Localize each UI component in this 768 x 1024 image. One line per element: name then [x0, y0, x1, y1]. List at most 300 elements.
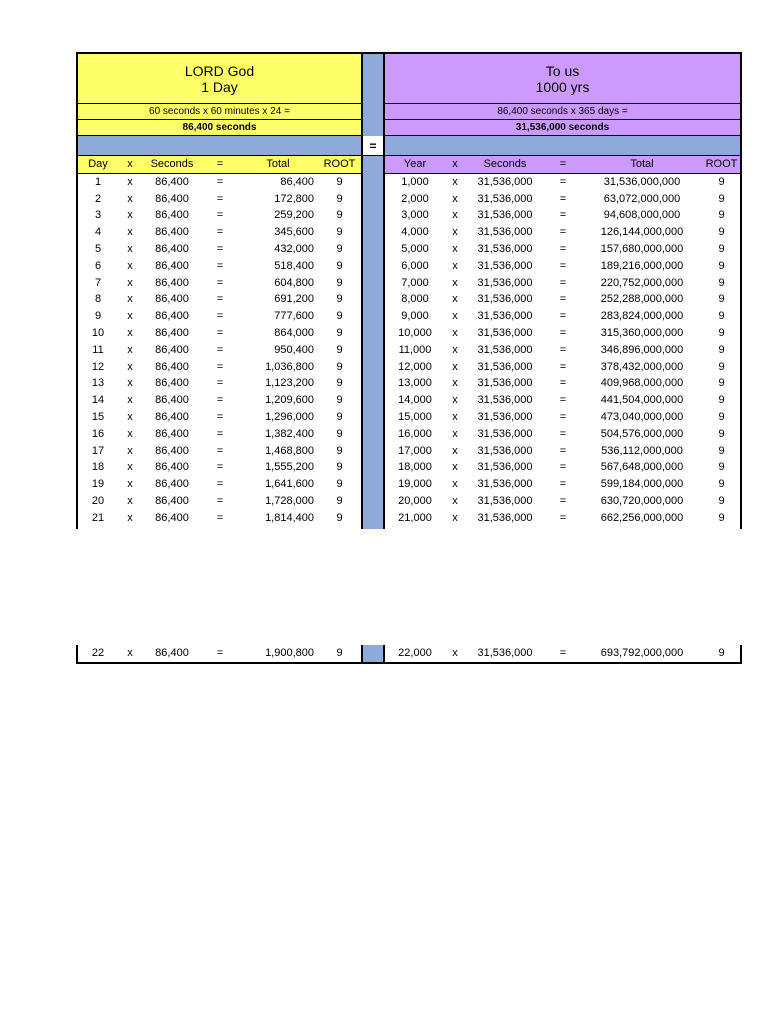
cell-total: 189,216,000,000 [600, 259, 684, 272]
cell-equals: = [559, 293, 567, 306]
right-title-line2: 1000 yrs [535, 78, 590, 95]
cell-total: 1,209,600 [265, 394, 314, 407]
cell-index: 8,000 [401, 293, 429, 306]
cell-total: 345,600 [274, 226, 314, 239]
cell-equals: = [216, 444, 224, 457]
cell-index: 6,000 [401, 259, 429, 272]
cell-equals: = [559, 478, 567, 491]
left-title-line1: LORD God [184, 62, 255, 79]
cell-index: 11,000 [398, 343, 432, 356]
table-row [385, 459, 740, 476]
cell-times: x [127, 242, 133, 255]
cell-index: 7 [94, 276, 102, 289]
cell-root: 9 [336, 461, 343, 474]
cell-seconds: 31,536,000 [477, 209, 533, 222]
cell-root: 9 [718, 343, 725, 356]
header-index: Day [78, 156, 118, 173]
cell-equals: = [559, 410, 567, 423]
cell-index: 20,000 [398, 494, 432, 507]
cell-root: 9 [718, 394, 725, 407]
cell-total: 1,814,400 [265, 511, 314, 524]
cell-total: 157,680,000,000 [600, 242, 684, 255]
table-row [385, 207, 740, 224]
cell-index: 16 [91, 427, 105, 440]
cell-index: 12,000 [398, 360, 432, 373]
equals-sign: = [369, 138, 377, 153]
table-row [78, 325, 361, 342]
table-row [385, 493, 740, 510]
cell-seconds: 86,400 [155, 326, 189, 339]
cell-times: x [452, 276, 458, 289]
header-total: Total [238, 156, 318, 173]
cell-root: 9 [336, 377, 343, 390]
cell-root: 9 [336, 410, 343, 423]
cell-times: x [127, 461, 133, 474]
table-row [385, 443, 740, 460]
cell-seconds: 31,536,000 [477, 360, 533, 373]
cell-root: 9 [336, 343, 343, 356]
cell-equals: = [559, 226, 567, 239]
cell-total: 691,200 [274, 293, 314, 306]
cell-times: x [452, 394, 458, 407]
middle-divider-column [361, 156, 385, 529]
cell-index: 7,000 [401, 276, 429, 289]
left-table [78, 156, 361, 527]
header-total: Total [581, 156, 703, 173]
cell-equals: = [216, 461, 224, 474]
cell-root: 9 [718, 461, 725, 474]
cell-root: 9 [718, 226, 725, 239]
left-formula-cell [76, 104, 361, 120]
table-row [385, 359, 740, 376]
cell-equals: = [216, 377, 224, 390]
cell-root: 9 [336, 226, 343, 239]
cell-seconds: 86,400 [155, 209, 189, 222]
left-last-table [78, 645, 361, 662]
cell-equals: = [216, 410, 224, 423]
cell-root: 9 [336, 478, 343, 491]
cell-root: 9 [718, 192, 725, 205]
cell-times: x [127, 226, 133, 239]
cell-index: 2,000 [401, 192, 429, 205]
right-formula: 86,400 seconds x 365 days = [497, 106, 628, 117]
cell-seconds: 31,536,000 [477, 494, 533, 507]
cell-root: 9 [718, 259, 725, 272]
cell-index: 4 [94, 226, 102, 239]
cell-root: 9 [336, 209, 343, 222]
cell-total: 473,040,000,000 [600, 410, 684, 423]
cell-total: 1,036,800 [265, 360, 314, 373]
cell-equals: = [559, 259, 567, 272]
cell-index: 8 [94, 293, 102, 306]
cell-root: 9 [336, 647, 343, 659]
cell-total: 172,800 [274, 192, 314, 205]
cell-root: 9 [336, 394, 343, 407]
cell-equals: = [216, 343, 224, 356]
cell-seconds: 31,536,000 [477, 343, 533, 356]
cell-index: 3,000 [401, 209, 429, 222]
cell-total: 1,382,400 [265, 427, 314, 440]
right-result: 31,536,000 seconds [515, 122, 610, 133]
table-row [385, 191, 740, 208]
cell-seconds: 86,400 [155, 410, 189, 423]
cell-seconds: 86,400 [155, 192, 189, 205]
cell-times: x [127, 478, 133, 491]
cell-seconds: 86,400 [155, 647, 189, 659]
table-row [385, 275, 740, 292]
cell-index: 18,000 [398, 461, 432, 474]
cell-index: 15 [91, 410, 105, 423]
cell-times: x [452, 209, 458, 222]
right-header-row [385, 156, 740, 173]
cell-seconds: 86,400 [155, 444, 189, 457]
cell-equals: = [216, 209, 224, 222]
table-row [78, 392, 361, 409]
cell-equals: = [559, 444, 567, 457]
cell-times: x [127, 511, 133, 524]
cell-seconds: 86,400 [155, 242, 189, 255]
cell-equals: = [559, 326, 567, 339]
cell-seconds: 31,536,000 [477, 444, 533, 457]
table-row [78, 308, 361, 325]
cell-index: 19,000 [398, 478, 432, 491]
cell-total: 693,792,000,000 [600, 647, 684, 659]
cell-index: 21 [91, 511, 105, 524]
table-row [385, 224, 740, 241]
cell-times: x [452, 427, 458, 440]
header-times: x [118, 156, 142, 173]
cell-index: 11 [92, 343, 104, 356]
cell-times: x [127, 494, 133, 507]
cell-equals: = [559, 242, 567, 255]
cell-times: x [127, 175, 133, 188]
cell-times: x [127, 209, 133, 222]
cell-equals: = [216, 276, 224, 289]
cell-root: 9 [336, 360, 343, 373]
cell-index: 5 [94, 242, 102, 255]
cell-times: x [127, 647, 133, 659]
header-seconds: Seconds [142, 156, 202, 173]
cell-root: 9 [336, 293, 343, 306]
table-row [78, 510, 361, 527]
cell-equals: = [216, 427, 224, 440]
cell-equals: = [216, 511, 224, 524]
cell-index: 10 [91, 326, 105, 339]
left-formula: 60 seconds x 60 minutes x 24 = [149, 106, 290, 117]
cell-total: 777,600 [274, 310, 314, 323]
cell-index: 6 [94, 259, 102, 272]
cell-total: 1,555,200 [265, 461, 314, 474]
cell-total: 1,641,600 [265, 478, 314, 491]
cell-equals: = [216, 394, 224, 407]
cell-index: 16,000 [398, 427, 432, 440]
cell-times: x [127, 276, 133, 289]
cell-equals: = [216, 647, 224, 659]
cell-times: x [452, 511, 458, 524]
table-row [385, 342, 740, 359]
table-row [78, 359, 361, 376]
cell-seconds: 31,536,000 [477, 226, 533, 239]
cell-seconds: 31,536,000 [477, 647, 533, 659]
cell-total: 378,432,000,000 [600, 360, 684, 373]
cell-total: 94,608,000,000 [603, 209, 681, 222]
cell-times: x [127, 192, 133, 205]
cell-root: 9 [718, 242, 725, 255]
cell-total: 1,123,200 [265, 377, 314, 390]
cell-seconds: 86,400 [155, 394, 189, 407]
middle-last-row [361, 645, 385, 664]
left-header-row [78, 156, 361, 173]
cell-total: 432,000 [274, 242, 314, 255]
cell-equals: = [216, 310, 224, 323]
cell-equals: = [216, 293, 224, 306]
cell-equals: = [559, 461, 567, 474]
cell-seconds: 31,536,000 [477, 175, 533, 188]
table-row [78, 342, 361, 359]
cell-root: 9 [336, 427, 343, 440]
cell-total: 315,360,000,000 [600, 326, 684, 339]
table-row [385, 392, 740, 409]
cell-seconds: 31,536,000 [477, 259, 533, 272]
cell-times: x [452, 326, 458, 339]
cell-times: x [452, 293, 458, 306]
cell-total: 630,720,000,000 [600, 494, 684, 507]
cell-total: 1,900,800 [265, 647, 314, 659]
cell-equals: = [216, 192, 224, 205]
cell-root: 9 [718, 360, 725, 373]
table-row [78, 375, 361, 392]
cell-root: 9 [718, 209, 725, 222]
cell-times: x [452, 310, 458, 323]
table-row [385, 308, 740, 325]
cell-times: x [452, 343, 458, 356]
cell-total: 126,144,000,000 [600, 226, 684, 239]
cell-seconds: 31,536,000 [477, 276, 533, 289]
cell-equals: = [559, 209, 567, 222]
cell-seconds: 86,400 [155, 427, 189, 440]
header-root: ROOT [318, 156, 361, 173]
cell-equals: = [559, 175, 567, 188]
cell-times: x [452, 259, 458, 272]
table-row [78, 275, 361, 292]
cell-root: 9 [718, 647, 725, 659]
cell-total: 1,296,000 [265, 410, 314, 423]
middle-divider-top [361, 52, 385, 136]
cell-index: 17,000 [398, 444, 432, 457]
right-title-cell [385, 52, 742, 104]
cell-equals: = [559, 343, 567, 356]
cell-times: x [452, 478, 458, 491]
cell-root: 9 [718, 410, 725, 423]
cell-root: 9 [336, 276, 343, 289]
cell-root: 9 [336, 242, 343, 255]
table-row [78, 426, 361, 443]
cell-times: x [127, 310, 133, 323]
cell-seconds: 86,400 [155, 494, 189, 507]
cell-index: 9 [94, 310, 102, 323]
cell-times: x [127, 293, 133, 306]
left-blue-band [76, 136, 361, 156]
cell-index: 10,000 [398, 326, 432, 339]
table-row [78, 645, 361, 662]
table-row [385, 173, 740, 190]
cell-index: 19 [91, 478, 105, 491]
cell-seconds: 86,400 [155, 226, 189, 239]
cell-seconds: 86,400 [155, 259, 189, 272]
cell-index: 13 [91, 377, 105, 390]
cell-times: x [127, 377, 133, 390]
cell-times: x [127, 259, 133, 272]
table-row [385, 510, 740, 527]
cell-equals: = [216, 326, 224, 339]
cell-times: x [452, 226, 458, 239]
cell-total: 409,968,000,000 [600, 377, 684, 390]
cell-times: x [127, 444, 133, 457]
cell-seconds: 86,400 [155, 511, 189, 524]
cell-seconds: 86,400 [155, 310, 189, 323]
cell-total: 259,200 [274, 209, 314, 222]
cell-times: x [452, 377, 458, 390]
cell-seconds: 31,536,000 [477, 192, 533, 205]
cell-seconds: 86,400 [155, 293, 189, 306]
cell-equals: = [559, 360, 567, 373]
cell-root: 9 [718, 326, 725, 339]
cell-total: 220,752,000,000 [600, 276, 684, 289]
cell-total: 346,896,000,000 [600, 343, 684, 356]
cell-seconds: 86,400 [155, 276, 189, 289]
cell-total: 567,648,000,000 [600, 461, 684, 474]
table-row [78, 173, 361, 190]
cell-times: x [452, 410, 458, 423]
cell-times: x [452, 242, 458, 255]
cell-root: 9 [336, 511, 343, 524]
cell-root: 9 [336, 494, 343, 507]
cell-total: 604,800 [274, 276, 314, 289]
cell-seconds: 31,536,000 [477, 394, 533, 407]
table-row [385, 645, 740, 662]
cell-root: 9 [718, 444, 725, 457]
table-row [78, 191, 361, 208]
cell-times: x [127, 360, 133, 373]
cell-total: 662,256,000,000 [600, 511, 684, 524]
cell-seconds: 86,400 [155, 360, 189, 373]
cell-root: 9 [718, 494, 725, 507]
cell-times: x [452, 461, 458, 474]
table-row [385, 325, 740, 342]
right-table [385, 156, 740, 527]
cell-equals: = [216, 175, 224, 188]
cell-total: 252,288,000,000 [600, 293, 684, 306]
cell-total: 63,072,000,000 [603, 192, 681, 205]
cell-index: 13,000 [398, 377, 432, 390]
cell-times: x [127, 343, 133, 356]
cell-index: 4,000 [401, 226, 429, 239]
table-row [78, 207, 361, 224]
table-row [385, 375, 740, 392]
left-result: 86,400 seconds [182, 122, 257, 133]
cell-equals: = [559, 276, 567, 289]
cell-times: x [127, 427, 133, 440]
cell-times: x [452, 360, 458, 373]
cell-equals: = [559, 511, 567, 524]
cell-equals: = [559, 494, 567, 507]
table-row [78, 476, 361, 493]
cell-equals: = [559, 377, 567, 390]
cell-equals: = [559, 394, 567, 407]
cell-index: 14,000 [398, 394, 432, 407]
cell-index: 21,000 [398, 511, 432, 524]
cell-index: 12 [91, 360, 105, 373]
cell-total: 283,824,000,000 [600, 310, 684, 323]
cell-equals: = [559, 192, 567, 205]
table-row [385, 409, 740, 426]
cell-total: 86,400 [280, 175, 314, 188]
header-equals: = [545, 156, 581, 173]
cell-root: 9 [336, 259, 343, 272]
cell-total: 599,184,000,000 [600, 478, 684, 491]
cell-times: x [452, 175, 458, 188]
cell-seconds: 86,400 [155, 478, 189, 491]
cell-total: 518,400 [274, 259, 314, 272]
cell-equals: = [216, 360, 224, 373]
cell-seconds: 86,400 [155, 343, 189, 356]
cell-index: 15,000 [398, 410, 432, 423]
cell-index: 1 [94, 175, 102, 188]
table-row [385, 426, 740, 443]
cell-equals: = [216, 259, 224, 272]
cell-root: 9 [718, 478, 725, 491]
cell-times: x [452, 192, 458, 205]
cell-seconds: 31,536,000 [477, 511, 533, 524]
cell-total: 864,000 [274, 326, 314, 339]
table-row [385, 241, 740, 258]
table-row [78, 224, 361, 241]
cell-equals: = [216, 226, 224, 239]
cell-root: 9 [718, 427, 725, 440]
cell-index: 9,000 [401, 310, 429, 323]
cell-index: 17 [91, 444, 105, 457]
cell-root: 9 [718, 175, 725, 188]
table-row [78, 258, 361, 275]
left-title-cell [76, 52, 361, 104]
header-seconds: Seconds [465, 156, 545, 173]
cell-root: 9 [718, 276, 725, 289]
cell-total: 31,536,000,000 [603, 175, 681, 188]
middle-equals-cell [361, 136, 385, 156]
right-result-cell [385, 120, 742, 136]
cell-index: 18 [91, 461, 105, 474]
table-row [78, 459, 361, 476]
cell-times: x [452, 444, 458, 457]
table-row [78, 291, 361, 308]
cell-total: 1,728,000 [265, 494, 314, 507]
header-times: x [445, 156, 465, 173]
table-row [385, 476, 740, 493]
table-row [78, 443, 361, 460]
cell-seconds: 31,536,000 [477, 410, 533, 423]
table-row [78, 493, 361, 510]
cell-seconds: 86,400 [155, 461, 189, 474]
table-row [385, 291, 740, 308]
left-title-line2: 1 Day [201, 78, 238, 95]
cell-index: 14 [91, 394, 105, 407]
cell-index: 2 [94, 192, 102, 205]
cell-seconds: 31,536,000 [477, 326, 533, 339]
table-row [78, 241, 361, 258]
cell-index: 3 [94, 209, 102, 222]
cell-seconds: 31,536,000 [477, 461, 533, 474]
cell-seconds: 31,536,000 [477, 427, 533, 440]
